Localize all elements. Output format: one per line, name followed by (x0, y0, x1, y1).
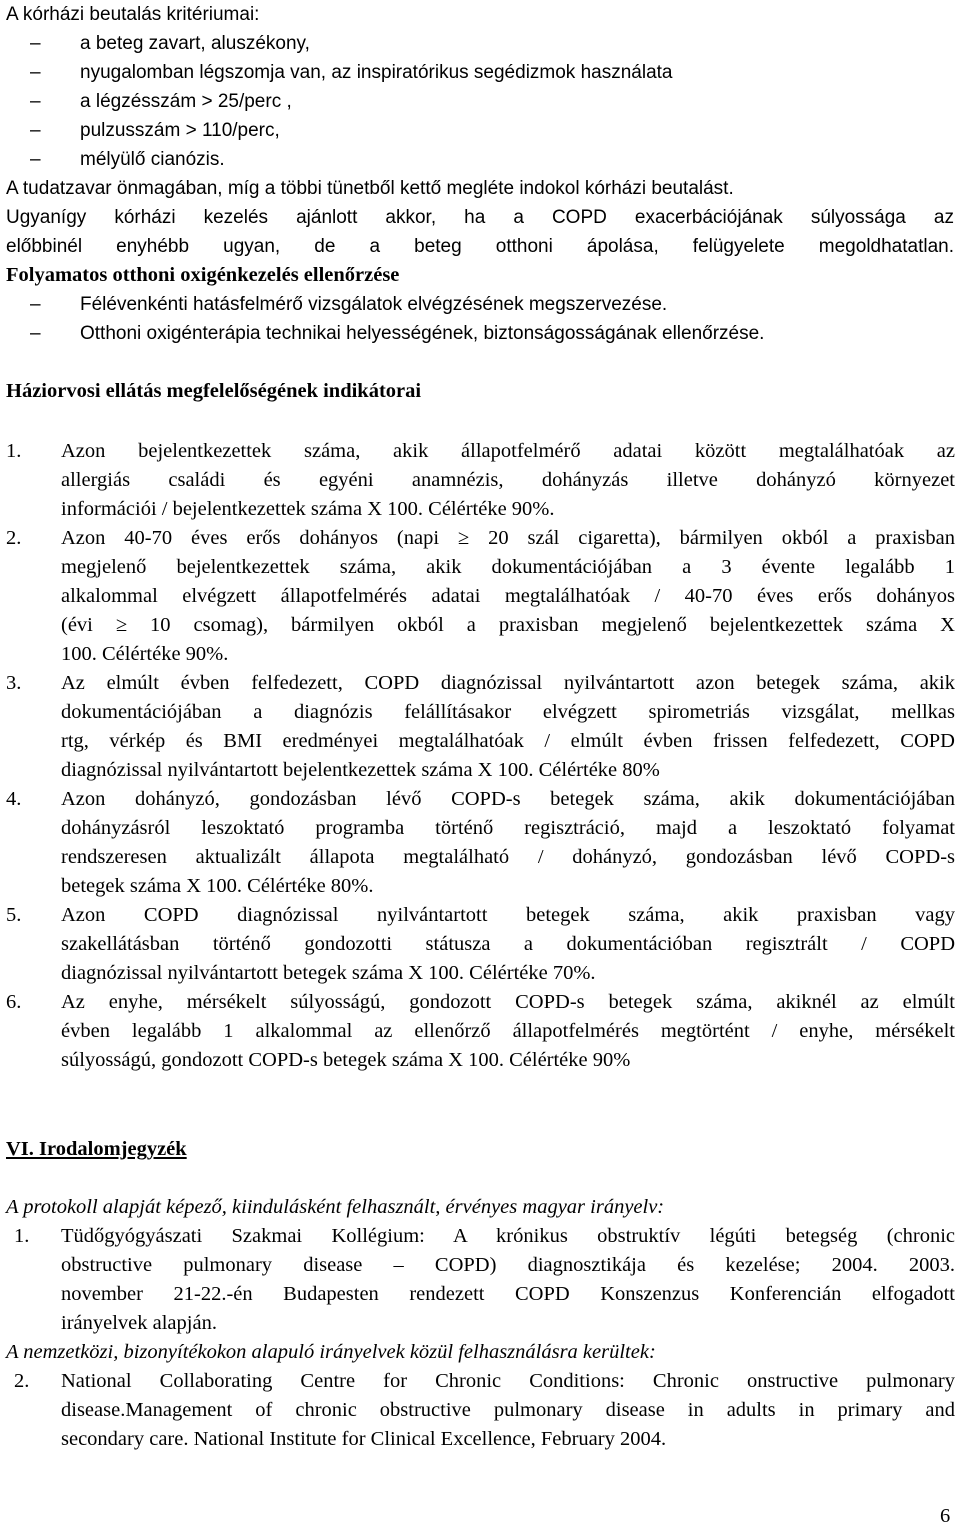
item-line: Az elmúlt évben felfedezett, COPD diagnózissal nyilvántartott azon betegek száma, akik (61, 672, 955, 694)
dash-bullet: – (30, 91, 41, 112)
reference-line: disease.Management of chronic obstructive pulmonary disease in adults in primary and (61, 1399, 955, 1421)
item-line: Azon 40-70 éves erős dohányos (napi ≥ 20 szál cigaretta), bármilyen okból a praxisban (61, 527, 955, 549)
oxygen-heading: Folyamatos otthoni oxigénkezelés ellenőrzése (6, 264, 400, 286)
item-line: súlyosságú, gondozott COPD-s betegek száma X 100. Célértéke 90% (61, 1049, 631, 1071)
item-line: Az enyhe, mérsékelt súlyosságú, gondozott COPD-s betegek száma, akiknél az elmúlt (61, 991, 955, 1013)
item-line: szakellátásban történő gondozotti státusza a dokumentációban regisztrált / COPD (61, 933, 955, 955)
item-number: 2. (6, 527, 22, 549)
reference-line: National Collaborating Centre for Chronic Conditions: Chronic onstructive pulmonary (61, 1370, 955, 1392)
item-line: évben legalább 1 alkalommal az ellenőrző állapotfelmérés megtörtént / enyhe, mérsékelt (61, 1020, 955, 1042)
dash-bullet: – (30, 62, 41, 83)
references-subheading-hungarian: A protokoll alapját képező, kiindulásként felhasznált, érvényes magyar irányelv: (6, 1196, 665, 1218)
dash-bullet: – (30, 323, 41, 344)
item-line: Azon COPD diagnózissal nyilvántartott betegek száma, akik praxisban vagy (61, 904, 955, 926)
home-care-line-1: Ugyanígy kórházi kezelés ajánlott akkor, ha a COPD exacerbációjának súlyossága az (6, 207, 954, 228)
dash-bullet: – (30, 33, 41, 54)
item-line: dokumentációjában a diagnózis felállításakor elvégzett spirometriás vizsgálat, mellkas (61, 701, 955, 723)
reference-number: 2. (14, 1370, 30, 1392)
item-line: Azon dohányzó, gondozásban lévő COPD-s betegek száma, akik dokumentációjában (61, 788, 955, 810)
item-line: 100. Célértéke 90%. (61, 643, 229, 665)
references-heading: VI. Irodalomjegyzék (6, 1138, 187, 1160)
dash-bullet: – (30, 294, 41, 315)
item-line: alkalommal elvégzett állapotfelmérés adatai megtalálhatóak / 40-70 éves erős dohányos (61, 585, 955, 607)
reference-line: irányelvek alapján. (61, 1312, 217, 1334)
indicators-heading: Háziorvosi ellátás megfelelőségének indikátorai (6, 380, 422, 402)
item-line: (évi ≥ 10 csomag), bármilyen okból a praxisban megjelenő bejelentkezettek száma X (61, 614, 955, 636)
references-subheading-international: A nemzetközi, bizonyítékokon alapuló irányelvek közül felhasználásra kerültek: (6, 1341, 656, 1363)
item-line: dohányzásról leszoktató programba történő regisztráció, majd a leszoktató folyamat (61, 817, 955, 839)
criteria-heading: A kórházi beutalás kritériumai: (6, 4, 260, 25)
dash-bullet: – (30, 120, 41, 141)
item-line: rendszeresen aktualizált állapota megtalálható / dohányzó, gondozásban lévő COPD-s (61, 846, 955, 868)
item-line: információi / bejelentkezettek száma X 100. Célértéke 90%. (61, 498, 555, 520)
item-line: rtg, vérkép és BMI eredményei megtalálhatóak / elmúlt évben frissen felfedezett, COPD (61, 730, 955, 752)
item-line: diagnózissal nyilvántartott bejelentkezettek száma X 100. Célértéke 80% (61, 759, 660, 781)
reference-line: obstructive pulmonary disease – COPD) diagnosztikája és kezelése; 2004. 2003. (61, 1254, 955, 1276)
item-line: betegek száma X 100. Célértéke 80%. (61, 875, 374, 897)
confusion-note: A tudatzavar önmagában, míg a többi tünetből kettő megléte indokol kórházi beutalást. (6, 178, 734, 199)
item-line: Azon bejelentkezettek száma, akik állapotfelmérő adatai között megtalálhatóak az (61, 440, 955, 462)
item-line: allergiás családi és egyéni anamnézis, dohányzás illetve dohányzó környezet (61, 469, 955, 491)
dash-bullet: – (30, 149, 41, 170)
home-care-line-2: előbbinél enyhébb ugyan, de a beteg otthoni ápolása, felügyelete megoldhatatlan. (6, 236, 954, 257)
reference-line: Tüdőgyógyászati Szakmai Kollégium: A krónikus obstruktív légúti betegség (chronic (61, 1225, 955, 1247)
item-line: diagnózissal nyilvántartott betegek száma X 100. Célértéke 70%. (61, 962, 596, 984)
page-number: 6 (940, 1505, 951, 1527)
item-number: 4. (6, 788, 22, 810)
reference-line: november 21-22.-én Budapesten rendezett COPD Konszenzus Konferencián elfogadott (61, 1283, 955, 1305)
item-line: megjelenő bejelentkezettek száma, akik dokumentációjában a 3 évente legalább 1 (61, 556, 955, 578)
item-number: 6. (6, 991, 22, 1013)
item-number: 5. (6, 904, 22, 926)
item-number: 1. (6, 440, 22, 462)
reference-line: secondary care. National Institute for Clinical Excellence, February 2004. (61, 1428, 667, 1450)
reference-number: 1. (14, 1225, 30, 1247)
item-number: 3. (6, 672, 22, 694)
